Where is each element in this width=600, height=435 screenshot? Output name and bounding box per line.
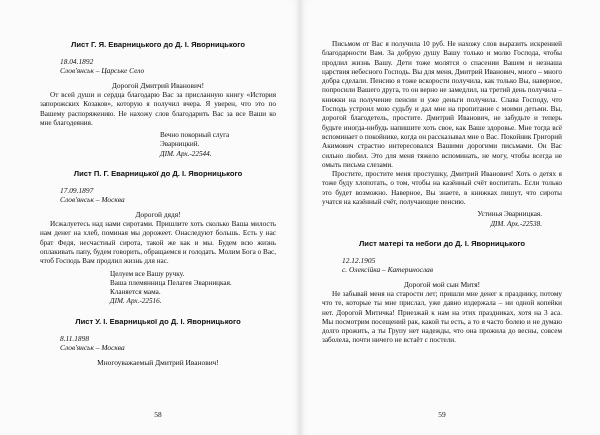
letter-salutation: Дорогой мой сын Митя! xyxy=(403,279,481,289)
page-number: 58 xyxy=(154,410,162,419)
letter-body: Исжалуетесь над нами сиротами. Пришлите хоть сколько Ваша милость нам денег на хлеб, поминая мы дорожеет. Онаследуют большь. Есть у нас брат Федя, несчастный сирота, такой же как и мы. Будем всю жизнь оплакивать папу, будем говорить, обращаемся и голодать. Молим Бога о Вас, чтоб Господь Вам продлил жизнь для нас. xyxy=(40,220,276,266)
letter-place: Слов'янськ – Москва xyxy=(60,195,125,205)
right-page xyxy=(300,0,600,435)
archive-ref: ДІМ. Арх.-22516. xyxy=(110,297,162,306)
archive-ref: ДІМ. Арх.-22538. xyxy=(490,219,542,228)
letter-salutation: Многоуважаемый Дмитрий Иванович! xyxy=(97,357,219,367)
closing-line: Целуем все Вашу ручку. xyxy=(110,269,185,278)
closing-line: Кланяется мама. xyxy=(110,288,161,297)
letter-signature xyxy=(110,270,276,307)
letter-meta xyxy=(60,334,276,352)
letter-signature xyxy=(322,210,542,229)
letter-date: 18.04.1892 xyxy=(60,57,94,66)
closing-line: Эварницкий. xyxy=(160,140,200,149)
letter-place: Слов'янськ – Москва xyxy=(60,342,125,352)
page-number: 59 xyxy=(438,410,446,419)
letter-body: Письмом от Вас я получила 10 руб. Не нахожу слов выразить искренней благодарности Вам. За добрую душу Вашу только и молю Господа, чтобы продлил жизнь Вашу. Дети тоже молятся о спасении Вашем и незнаша царствия небесного Господь. Вы для меня, Дмитрий Иванович, много – много добра сделали. Пенсию я тоже вскорости получила, как только Вы, наверное, попросили Вашего друга, то он верно не замедлил, на третий день получила – книжки на получение пенсии и уже деньги получила. Слава Господу, что Господь устроил мою судьбу и дал мне на пропитание с моими детьми. Вы, дорогой благодетель, простите. Дмитрий Иванович, не забудьте и теперь будьте иногда-нибудь напишите хоть свое, как Ваше здоровье. Мне тогда всё вспоминает о покойнике, когда он рассказывал мне о Вас. Покойник Григорий Акимович страстно интересовался Вашими дорогими письмами. Он Вас сильно любил. Это для меня тяжело вспоминать, не могу, чтобы всегда не омыть письма слезами. xyxy=(322,40,562,169)
letter-heading: Лист У. І. Еварницької до Д. І. Яворницького xyxy=(75,316,241,326)
letter-3-continued xyxy=(322,40,562,229)
letter-place: с. Олексійка – Катеринослав xyxy=(342,264,434,274)
closing-line: Вечно покорный слуга xyxy=(160,131,230,140)
letter-body: Не забывай меня на старости лет; пришли мне денег к празднику, потому что те, которые ты мне прислал, уже давно издержала – ни одной копейки нет. Дорогой Митичка! Приезжай к нам на этих праздниках, хотя на 3 аса. Мы посмотрим посещений рак, какой ты есть, а то я часто болею и не думаю долго прожить, а ты Групу нет надежды, что она прожила до весны, совсем заболела, почти ничего не встаёт с постели. xyxy=(322,289,562,345)
letter-signature xyxy=(160,131,276,159)
letter-place: Слов'янськ – Царське Село xyxy=(60,66,145,75)
closing-line: Устинья Эварницкая. xyxy=(477,210,542,219)
letter-date: 17.09.1897 xyxy=(60,186,94,196)
letter-salutation: Дорогой дядя! xyxy=(135,210,181,220)
letter-salutation: Дорогой Дмитрий Иванович! xyxy=(111,81,205,90)
closing-line: Ваша племянница Пелагея Эварницкая. xyxy=(110,278,232,287)
letter-meta xyxy=(60,57,276,75)
archive-ref: ДІМ. Арх.-22544. xyxy=(160,149,212,158)
letter-meta xyxy=(60,186,276,204)
letter-meta xyxy=(342,256,562,274)
letter-heading: Лист матері та небоги до Д. І. Яворницького xyxy=(358,238,526,248)
letter-date: 8.11.1898 xyxy=(60,333,90,343)
letter-heading: Лист Г. Я. Еварницького до Д. І. Яворницького xyxy=(71,40,245,49)
letter-body: Простите, простите меня простушку, Дмитрий Иванович! Хоть о детях я тоже буду хлопотать, о том, чтобы на казённый счёт воспитать. Если только это будет возможно. Наверное, Вы знаете, в книжках пишут, что сироты учатся на казённый счёт, получающие пенсию. xyxy=(322,170,562,207)
letter-date: 12.12.1905 xyxy=(342,255,376,265)
letter-4 xyxy=(322,239,562,346)
letter-2 xyxy=(40,169,276,307)
letter-1 xyxy=(40,40,276,159)
letter-body: От всей души и сердца благодарю Вас за присланную книгу «История запорожских Козаков», которую я получил вчера. Я уверен, что это по Вашему распоряжению. Не нахожу слов благодарить Вас за все Ваши ко мне благодеяния. xyxy=(40,91,276,127)
letter-3 xyxy=(40,317,276,367)
letter-heading: Лист П. Г. Еварницької до Д. І. Яворницького xyxy=(73,169,243,179)
